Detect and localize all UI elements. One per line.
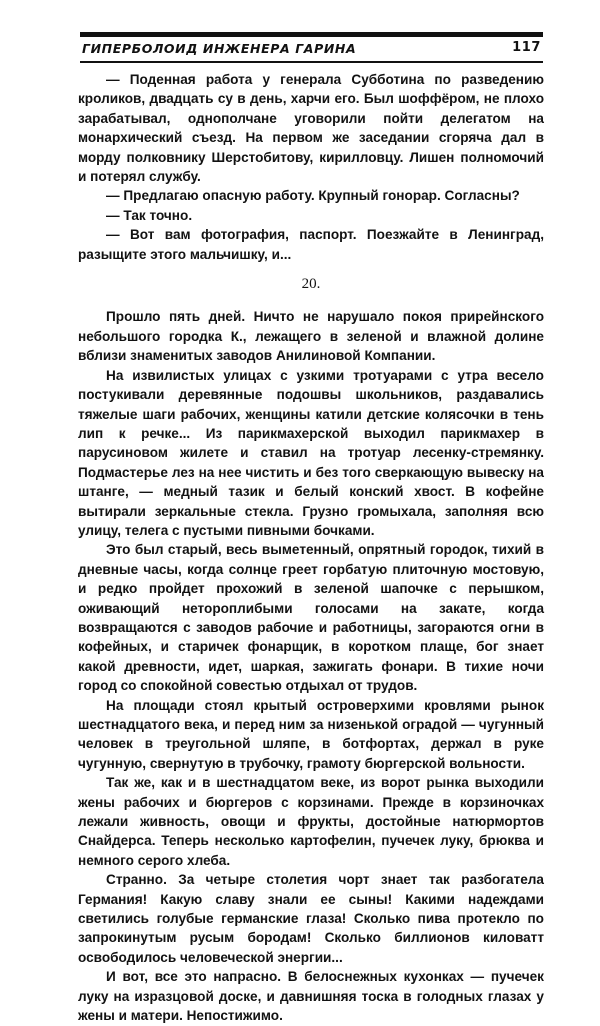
paragraph: И вот, все это напрасно. В белоснежных кухонках — пучечек луку на изразцовой доске, и давнишняя тоска в голодных глазах у жены и матери. Непостижимо.	[78, 969, 544, 1024]
chapter-number: 20.	[301, 276, 321, 293]
running-header	[80, 40, 543, 58]
header-rule-bottom	[80, 61, 543, 63]
page-number: 117	[512, 40, 541, 55]
paragraph: Это был старый, весь выметенный, опрятный городок, тихий в дневные часы, когда солнце греет горбатую плиточную мостовую, и редко пройдет прохожий в зеленой шапочке с перышком, оживающий нетороплибыми голосами на закате, когда возвращаются с заводов рабочие и работницы, загораются огни в кофейных, и старичек фонарщик, в коротком плаще, бог знает какой древности, идет, шаркая, зажигать фонари. В тихие ночи город со спокойной совестью отдыхал от трудов.	[78, 542, 544, 694]
page-body	[78, 70, 544, 1026]
paragraph: Прошло пять дней. Ничто не нарушало покоя прирейнского небольшого городка К., лежащего в зеленой и влажной долине вблизи знаменитых заводов Анилиновой Компании.	[78, 309, 544, 364]
paragraph: На площади стоял крытый островерхими кровлями рынок шестнадцатого века, и перед ним за низенькой оградой — чугунный человек в треугольной шляпе, в ботфортах, держал в руке чугунную, свернутую в трубочку, грамоту бюргерской вольности.	[78, 697, 544, 771]
dialogue-line: — Поденная работа у генерала Субботина по разведению кроликов, двадцать су в день, харчи его. Был шоффёром, не плохо зарабатывал, однополчане уговорили пойти делегатом на монархический съезд. На первом же заседании сгоряча дал в морду полковнику Шерстобитову, кирилловцу. Лишен полномочий и потерял службу.	[78, 72, 544, 185]
header-rule-top	[80, 32, 543, 37]
dialogue-line: — Предлагаю опасную работу. Крупный гонорар. Согласны?	[106, 188, 520, 204]
dialogue-line: — Вот вам фотография, паспорт. Поезжайте в Ленинград, разыщите этого мальчишку, и...	[78, 227, 544, 262]
paragraph: Так же, как и в шестнадцатом веке, из ворот рынка выходили жены рабочих и бюргеров с корзинами. Прежде в корзиночках лежали живность, овощи и фрукты, достойные натюрмортов Снайдерса. Теперь несколько картофелин, пучечек луку, брюква и немного серого хлеба.	[78, 775, 544, 868]
running-title: ГИПЕРБОЛОИД ИНЖЕНЕРА ГАРИНА	[82, 41, 357, 56]
dialogue-line: — Так точно.	[106, 207, 193, 223]
paragraph: На извилистых улицах с узкими тротуарами с утра весело постукивали деревянные подошвы школьников, раздавались тяжелые шаги рабочих, женщины катили детские колясочки в тень лип к речке... Из парикмахерской выходил парикмахер в парусиновом жилете и ставил на тротуар лесенку-стремянку. Подмастерье лез на нее чистить и без того сверкающую вывеску на штанге, — медный тазик и белый конский хвост. В кофейне вытирали зеркальные стекла. Грузно громыхала, заполняя всю улицу, телега с пустыми пивными бочками.	[78, 367, 544, 538]
paragraph: Странно. За четыре столетия чорт знает так разбогатела Германия! Какую славу знали ее сыны! Какими надеждами светились голубые германские глаза! Сколько пива протекло по запрокинутым русым бородам! Сколько биллионов киловатт освободилось человеческой энергии...	[78, 872, 544, 965]
